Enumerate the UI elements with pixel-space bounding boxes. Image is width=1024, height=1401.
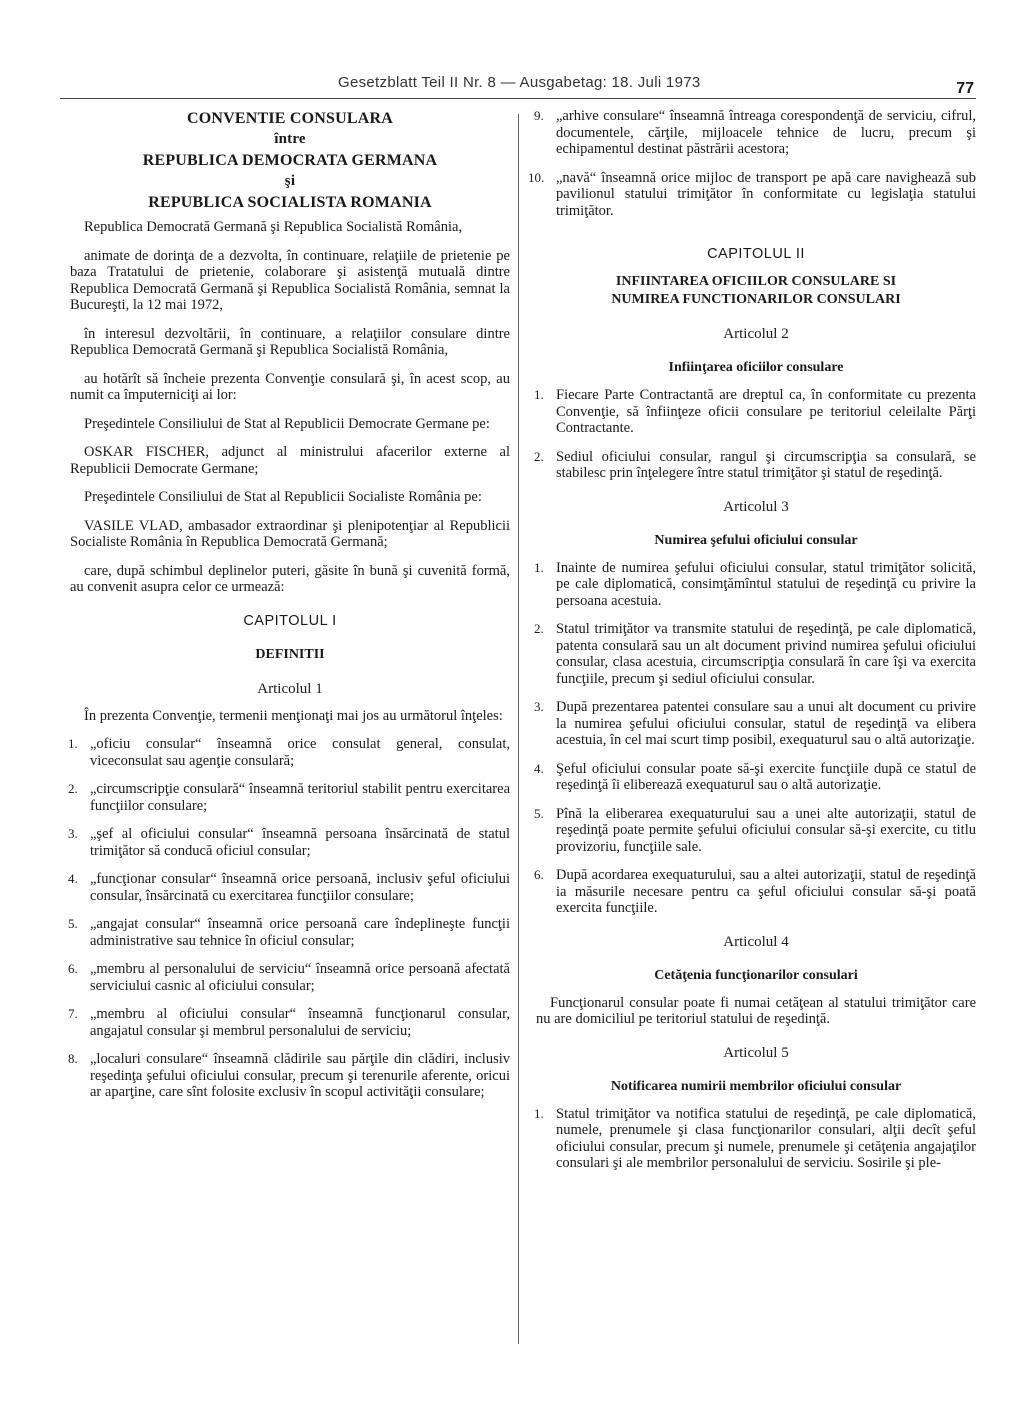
article-5-title: Notificarea numirii membrilor oficiului consular xyxy=(610,1078,902,1094)
chapter-2-label: CAPITOLUL II xyxy=(707,246,805,262)
article-2-item xyxy=(536,449,976,482)
item-number: 8. xyxy=(68,1051,78,1066)
article-5-item xyxy=(536,1106,976,1172)
article-3-item xyxy=(536,761,976,794)
preamble-paragraph: Preşedintele Consiliului de Stat al Republicii Socialiste România pe: xyxy=(84,489,482,505)
title-line-1: CONVENTIE CONSULARA xyxy=(186,110,394,127)
right-column xyxy=(528,108,976,1184)
item-number: 7. xyxy=(68,1006,78,1021)
article-3-item xyxy=(536,806,976,856)
item-text: „şef al oficiului consular“ înseamnă persoana însărcinată de statul trimiţător să conducă oficiul consular; xyxy=(90,826,510,859)
chapter-2-title-line-2: NUMIREA FUNCTIONARILOR CONSULARI xyxy=(611,292,901,307)
item-text: Statul trimiţător va transmite statului de reşedinţă, pe cale diplomatică, patenta consulară sau un alt document privind numirea şefului oficiului consular, clasa acestuia, circumscripţia consulară în care îşi va exercita funcţiile, precum şi sediul oficiului consular. xyxy=(556,621,976,687)
item-number: 2. xyxy=(534,448,544,464)
article-4-title: Cetăţenia funcţionarilor consulari xyxy=(654,967,858,983)
item-text: „localuri consulare“ înseamnă clădirile sau părţile din clădiri, inclusiv reşedinţa şefului oficiului consular, precum şi terenurile aferente, oricui ar aparţine, care sînt folosite exclusiv în scopul activităţii consulare; xyxy=(90,1051,510,1100)
item-text: „funcţionar consular“ înseamnă orice persoană, inclusiv şeful oficiului consular, însărcinată cu exercitarea funcţiilor consulare; xyxy=(90,871,510,904)
article-3-item xyxy=(536,621,976,687)
article-1-intro: În prezenta Convenţie, termenii menţionaţi mai jos au următorul înţeles: xyxy=(84,707,503,724)
article-3-label: Articolul 3 xyxy=(723,498,789,515)
definition-item xyxy=(70,871,510,904)
item-number: 1. xyxy=(534,387,544,402)
item-number: 4. xyxy=(68,871,78,886)
definition-item xyxy=(70,781,510,814)
item-number: 3. xyxy=(534,699,544,714)
preamble-paragraph: animate de dorinţa de a dezvolta, în continuare, relaţiile de prietenie pe baza Tratatului de prietenie, colaborare şi asistenţă mutuală dintre Republica Democrată Germană şi Republica Socialistă România, semnat la Bucureşti, la 12 mai 1972, xyxy=(70,247,510,313)
item-number: 1. xyxy=(534,559,544,575)
page-header xyxy=(60,74,976,99)
chapter-1-title: DEFINITII xyxy=(255,646,325,662)
definition-item xyxy=(70,736,510,769)
article-3-item xyxy=(536,867,976,917)
item-text: „membru al personalului de serviciu“ înseamnă orice persoană afectată serviciului casnic al oficiului consular; xyxy=(90,961,510,994)
column-divider xyxy=(518,114,519,1344)
item-text: Inainte de numirea şefului oficiului consular, statul trimiţător solicită, pe cale diplomatică, consimţămîntul statului de reşedinţă cu privire la persoana acestuia. xyxy=(556,559,976,609)
definition-item xyxy=(70,1051,510,1101)
article-1-label: Articolul 1 xyxy=(257,680,323,697)
article-5-label: Articolul 5 xyxy=(723,1044,789,1061)
preamble-paragraph: au hotărît să încheie prezenta Convenţie consulară şi, în acest scop, au numit ca împuterniciţi ai lor: xyxy=(70,370,510,403)
item-number: 6. xyxy=(534,867,544,882)
title-line-4: şi xyxy=(284,173,296,189)
item-number: 6. xyxy=(68,961,78,976)
item-text: „circumscripţie consulară“ înseamnă teritoriul stabilit pentru exercitarea funcţiilor consulare; xyxy=(90,781,510,814)
item-number: 9. xyxy=(534,108,544,123)
preamble-paragraph: care, după schimbul deplinelor puteri, găsite în bună şi cuvenită formă, au convenit asupra celor ce urmează: xyxy=(70,562,510,595)
preamble-paragraph: Preşedintele Consiliului de Stat al Republicii Democrate Germane pe: xyxy=(84,415,490,432)
definition-item xyxy=(528,169,976,220)
item-number: 2. xyxy=(68,781,78,796)
item-number: 5. xyxy=(534,805,544,821)
item-number: 2. xyxy=(534,621,544,636)
item-text: Fiecare Parte Contractantă are dreptul ca, în conformitate cu prezenta Convenţie, să înfiinţeze oficii consulare pe teritoriul celeilalte Părţi Contractante. xyxy=(556,387,976,436)
left-column xyxy=(70,108,510,1113)
chapter-1-label: CAPITOLUL I xyxy=(243,612,337,629)
item-text: Pînă la eliberarea exequaturului sau a unei alte autorizaţii, statul de reşedinţă poate permite şefului oficiului consular să-şi exercite, cu titlu provizoriu, funcţiile sale. xyxy=(556,805,976,855)
item-text: După prezentarea patentei consulare sau a unui alt document cu privire la numirea şefului oficiului consular, statul de reşedinţă va elibera acestuia, în cel mai scurt timp posibil, exequaturul sau o altă autorizaţie. xyxy=(556,699,976,748)
running-title: Gesetzblatt Teil II Nr. 8 — Ausgabetag: 18. Juli 1973 xyxy=(338,74,701,91)
title-line-5: REPUBLICA SOCIALISTA ROMANIA xyxy=(148,194,432,211)
item-number: 4. xyxy=(534,760,544,776)
item-text: „navă“ înseamnă orice mijloc de transport pe apă care navighează sub pavilionul statului trimiţător în conformitate cu legislaţia statului trimiţător. xyxy=(556,169,976,219)
article-4-label: Articolul 4 xyxy=(723,933,789,950)
item-text: Statul trimiţător va notifica statului de reşedinţă, pe cale diplomatică, numele, prenumele şi clasa funcţionarilor consulari, alţii decît şeful oficiului consular, precum şi numele, prenumele şi cetăţenia angajaţilor consulari şi ale membrilor personalului de serviciu. Sosirile şi ple- xyxy=(556,1105,976,1171)
item-number: 1. xyxy=(68,736,78,751)
title-line-2: între xyxy=(274,131,306,147)
preamble-paragraph: OSKAR FISCHER, adjunct al ministrului afacerilor externe al Republicii Democrate Germane; xyxy=(70,444,510,477)
article-3-title: Numirea şefului oficiului consular xyxy=(654,532,858,548)
preamble-paragraph: în interesul dezvoltării, în continuare, a relaţiilor consulare dintre Republica Democrată Germană şi Republica Socialistă România, xyxy=(70,325,510,358)
definition-item xyxy=(70,961,510,994)
title-line-3: REPUBLICA DEMOCRATA GERMANA xyxy=(142,152,438,169)
item-text: „angajat consular“ înseamnă orice persoană care îndeplineşte funcţii administrative sau tehnice în oficiul consular; xyxy=(90,916,510,949)
article-3-item xyxy=(536,560,976,610)
item-text: Sediul oficiului consular, rangul şi circumscripţia sa consulară, se stabilesc prin înţelegere între statul trimiţător şi statul de reşedinţă. xyxy=(556,448,976,481)
item-number: 5. xyxy=(68,916,78,931)
definition-item xyxy=(536,108,976,158)
definition-item xyxy=(70,1006,510,1039)
preamble-paragraph: Republica Democrată Germană şi Republica Socialistă România, xyxy=(84,219,463,235)
item-text: După acordarea exequaturului, sau a altei autorizaţii, statul de reşedinţă ia măsurile necesare pentru ca şeful oficiului consular să-şi poată exercita funcţiile. xyxy=(556,867,976,916)
item-text: „membru al oficiului consular“ înseamnă funcţionarul consular, angajatul consular şi membrul personalului de serviciu; xyxy=(90,1006,510,1039)
article-2-item xyxy=(536,387,976,437)
preamble-paragraph: VASILE VLAD, ambasador extraordinar şi plenipotenţiar al Republicii Socialiste România în Republica Democrată Germană; xyxy=(70,517,510,550)
article-4-text: Funcţionarul consular poate fi numai cetăţean al statului trimiţător care nu are domiciliul pe teritoriul statului de reşedinţă. xyxy=(536,994,976,1027)
definition-item xyxy=(70,916,510,949)
article-2-label: Articolul 2 xyxy=(723,326,789,342)
chapter-2-title-line-1: INFIINTAREA OFICIILOR CONSULARE SI xyxy=(615,274,897,289)
page-number: 77 xyxy=(956,80,974,97)
definition-item xyxy=(70,826,510,859)
item-text: Şeful oficiului consular poate să-şi exercite funcţiile după ce statul de reşedinţă îi eliberează exequaturul sau o altă autorizaţie. xyxy=(556,760,976,793)
item-text: „oficiu consular“ înseamnă orice consulat general, consulat, viceconsulat sau agenţie consulară; xyxy=(90,736,510,769)
article-2-title: Infiinţarea oficiilor consulare xyxy=(668,360,844,375)
item-number: 3. xyxy=(68,826,78,841)
item-number: 10. xyxy=(528,169,545,185)
article-3-item xyxy=(536,699,976,749)
item-number: 1. xyxy=(534,1105,544,1121)
item-text: „arhive consulare“ înseamnă întreaga corespondenţă de serviciu, cifrul, documentele, cărţile, mijloacele tehnice de lucru, precum şi echipamentul destinat păstrării acestora; xyxy=(556,108,976,157)
